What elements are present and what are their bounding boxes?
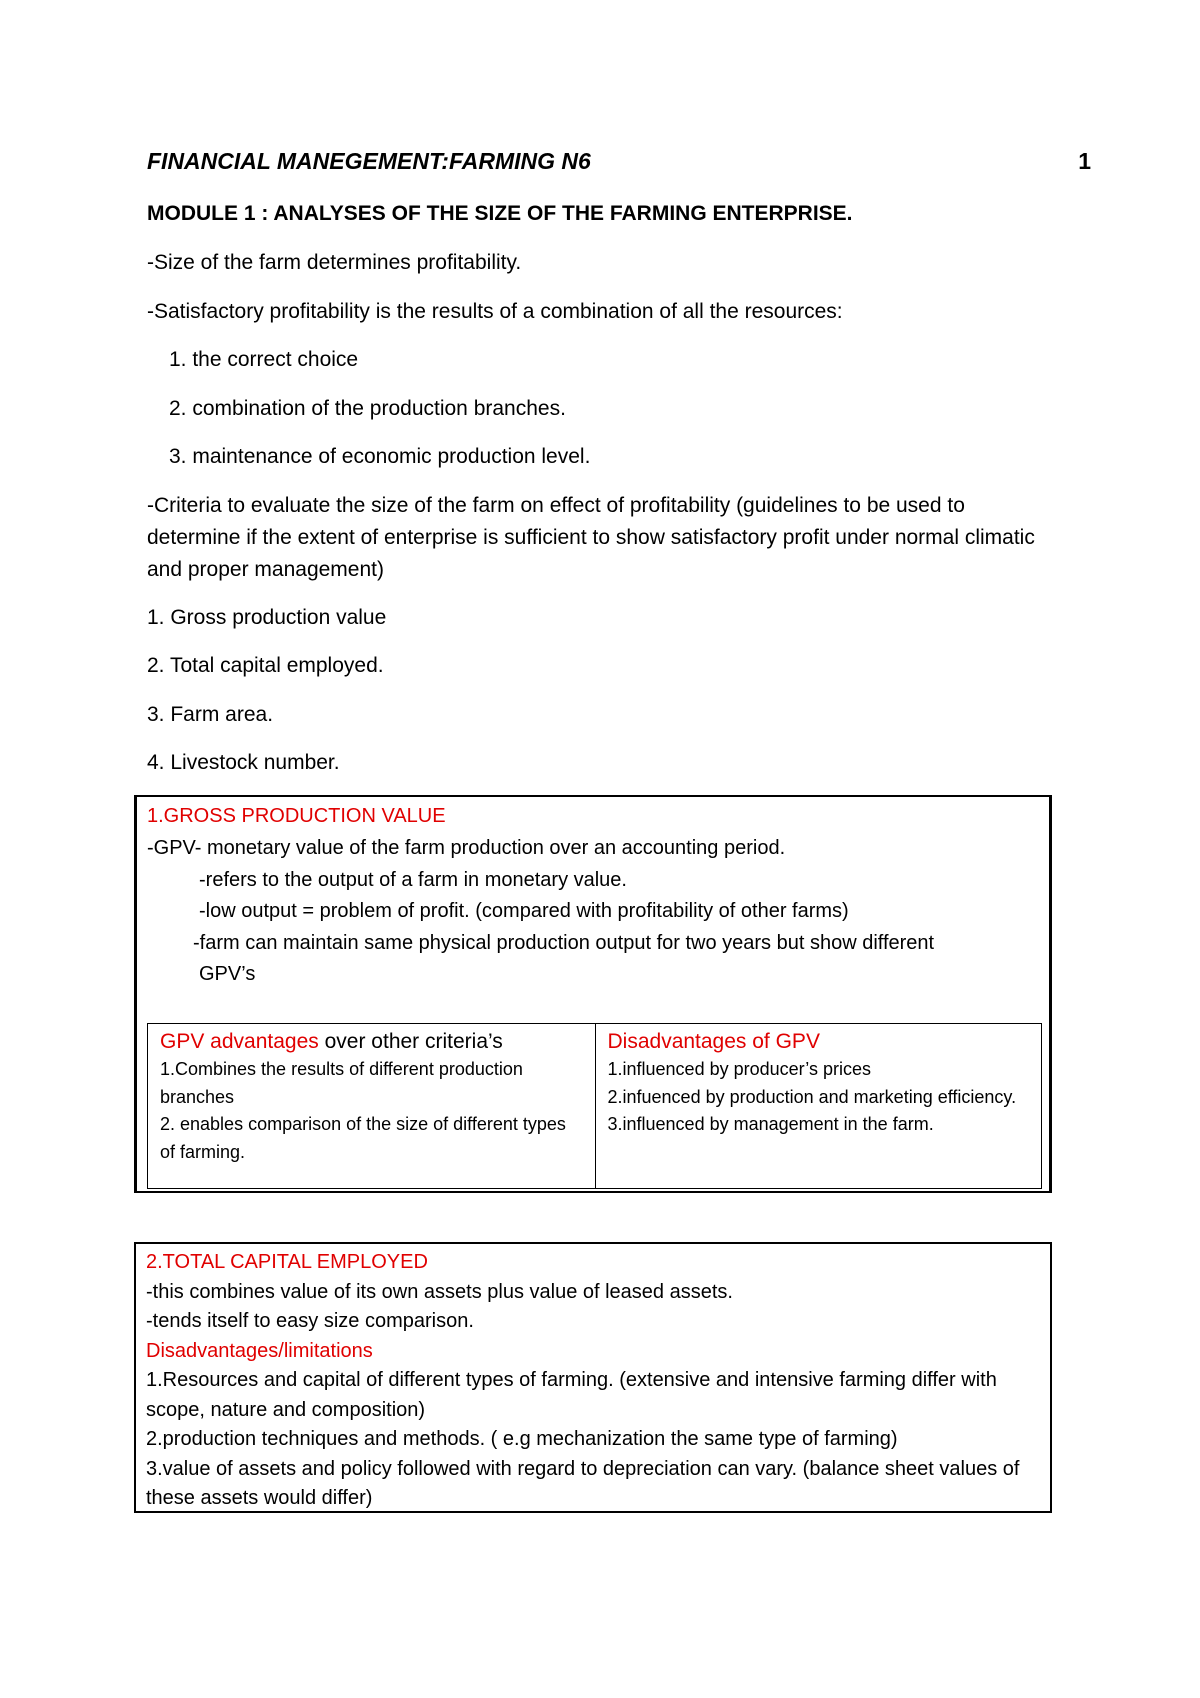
tce-line: -tends itself to easy size comparison. bbox=[146, 1310, 474, 1332]
limitation-item: 3.value of assets and policy followed with regard to depreciation can vary. (balance sheet values of these assets would differ) bbox=[146, 1457, 1020, 1509]
gpv-line: -GPV- monetary value of the farm production over an accounting period. bbox=[147, 837, 786, 859]
disadvantages-list bbox=[608, 1056, 1030, 1139]
tce-title: 2.TOTAL CAPITAL EMPLOYED bbox=[146, 1251, 428, 1273]
page-header bbox=[147, 148, 1091, 175]
advantage-item: 1.Combines the results of different production branches bbox=[160, 1059, 523, 1107]
tce-content bbox=[146, 1248, 1041, 1514]
gpv-comparison-table bbox=[147, 1023, 1042, 1189]
resource-item: 1. the correct choice bbox=[169, 348, 359, 371]
resource-item: 2. combination of the production branches. bbox=[169, 397, 566, 420]
gpv-box bbox=[134, 795, 1052, 1193]
advantages-list bbox=[160, 1056, 583, 1166]
advantages-heading: GPV advantages over other criteria’s bbox=[160, 1030, 503, 1053]
advantage-item: 2. enables comparison of the size of different types of farming. bbox=[160, 1114, 566, 1162]
gpv-line: -farm can maintain same physical production output for two years but show different bbox=[193, 932, 935, 954]
tce-box bbox=[134, 1242, 1052, 1513]
gpv-line: GPV’s bbox=[199, 963, 256, 985]
resource-item: 3. maintenance of economic production level. bbox=[169, 445, 591, 468]
criteria-paragraph: -Criteria to evaluate the size of the farm on effect of profitability (guidelines to be used to determine if the extent of enterprise is sufficient to show satisfactory profit under normal climatic and proper management) bbox=[147, 494, 1035, 581]
criteria-item: 4. Livestock number. bbox=[147, 751, 340, 774]
criteria-item: 3. Farm area. bbox=[147, 703, 274, 726]
limitation-item: 1.Resources and capital of different types of farming. (extensive and intensive farming differ with scope, nature and composition) bbox=[146, 1369, 997, 1421]
gpv-line: -low output = problem of profit. (compared with profitability of other farms) bbox=[199, 900, 849, 922]
intro-line: -Satisfactory profitability is the results of a combination of all the resources: bbox=[147, 300, 843, 323]
limitations-heading: Disadvantages/limitations bbox=[146, 1339, 373, 1362]
disadvantages-heading: Disadvantages of GPV bbox=[607, 1030, 820, 1053]
document-title: FINANCIAL MANEGEMENT:FARMING N6 bbox=[147, 148, 591, 174]
limitation-item: 2.production techniques and methods. ( e.g mechanization the same type of farming) bbox=[146, 1428, 898, 1450]
intro-line: -Size of the farm determines profitability. bbox=[147, 251, 522, 274]
gpv-line: -refers to the output of a farm in monetary value. bbox=[199, 869, 627, 891]
module-heading: MODULE 1 : ANALYSES OF THE SIZE OF THE FARMING ENTERPRISE. bbox=[147, 202, 853, 225]
disadvantage-item: 2.infuenced by production and marketing efficiency. bbox=[607, 1086, 1017, 1107]
tce-line: -this combines value of its own assets plus value of leased assets. bbox=[146, 1280, 733, 1303]
page-number: 1 bbox=[1078, 148, 1091, 174]
criteria-item: 2. Total capital employed. bbox=[147, 654, 384, 677]
criteria-item: 1. Gross production value bbox=[147, 606, 387, 629]
advantages-column bbox=[148, 1024, 595, 1188]
disadvantage-item: 1.influenced by producer’s prices bbox=[607, 1059, 871, 1079]
disadvantage-item: 3.influenced by management in the farm. bbox=[607, 1114, 934, 1134]
gpv-title: 1.GROSS PRODUCTION VALUE bbox=[147, 805, 446, 827]
disadvantages-column bbox=[595, 1024, 1042, 1188]
